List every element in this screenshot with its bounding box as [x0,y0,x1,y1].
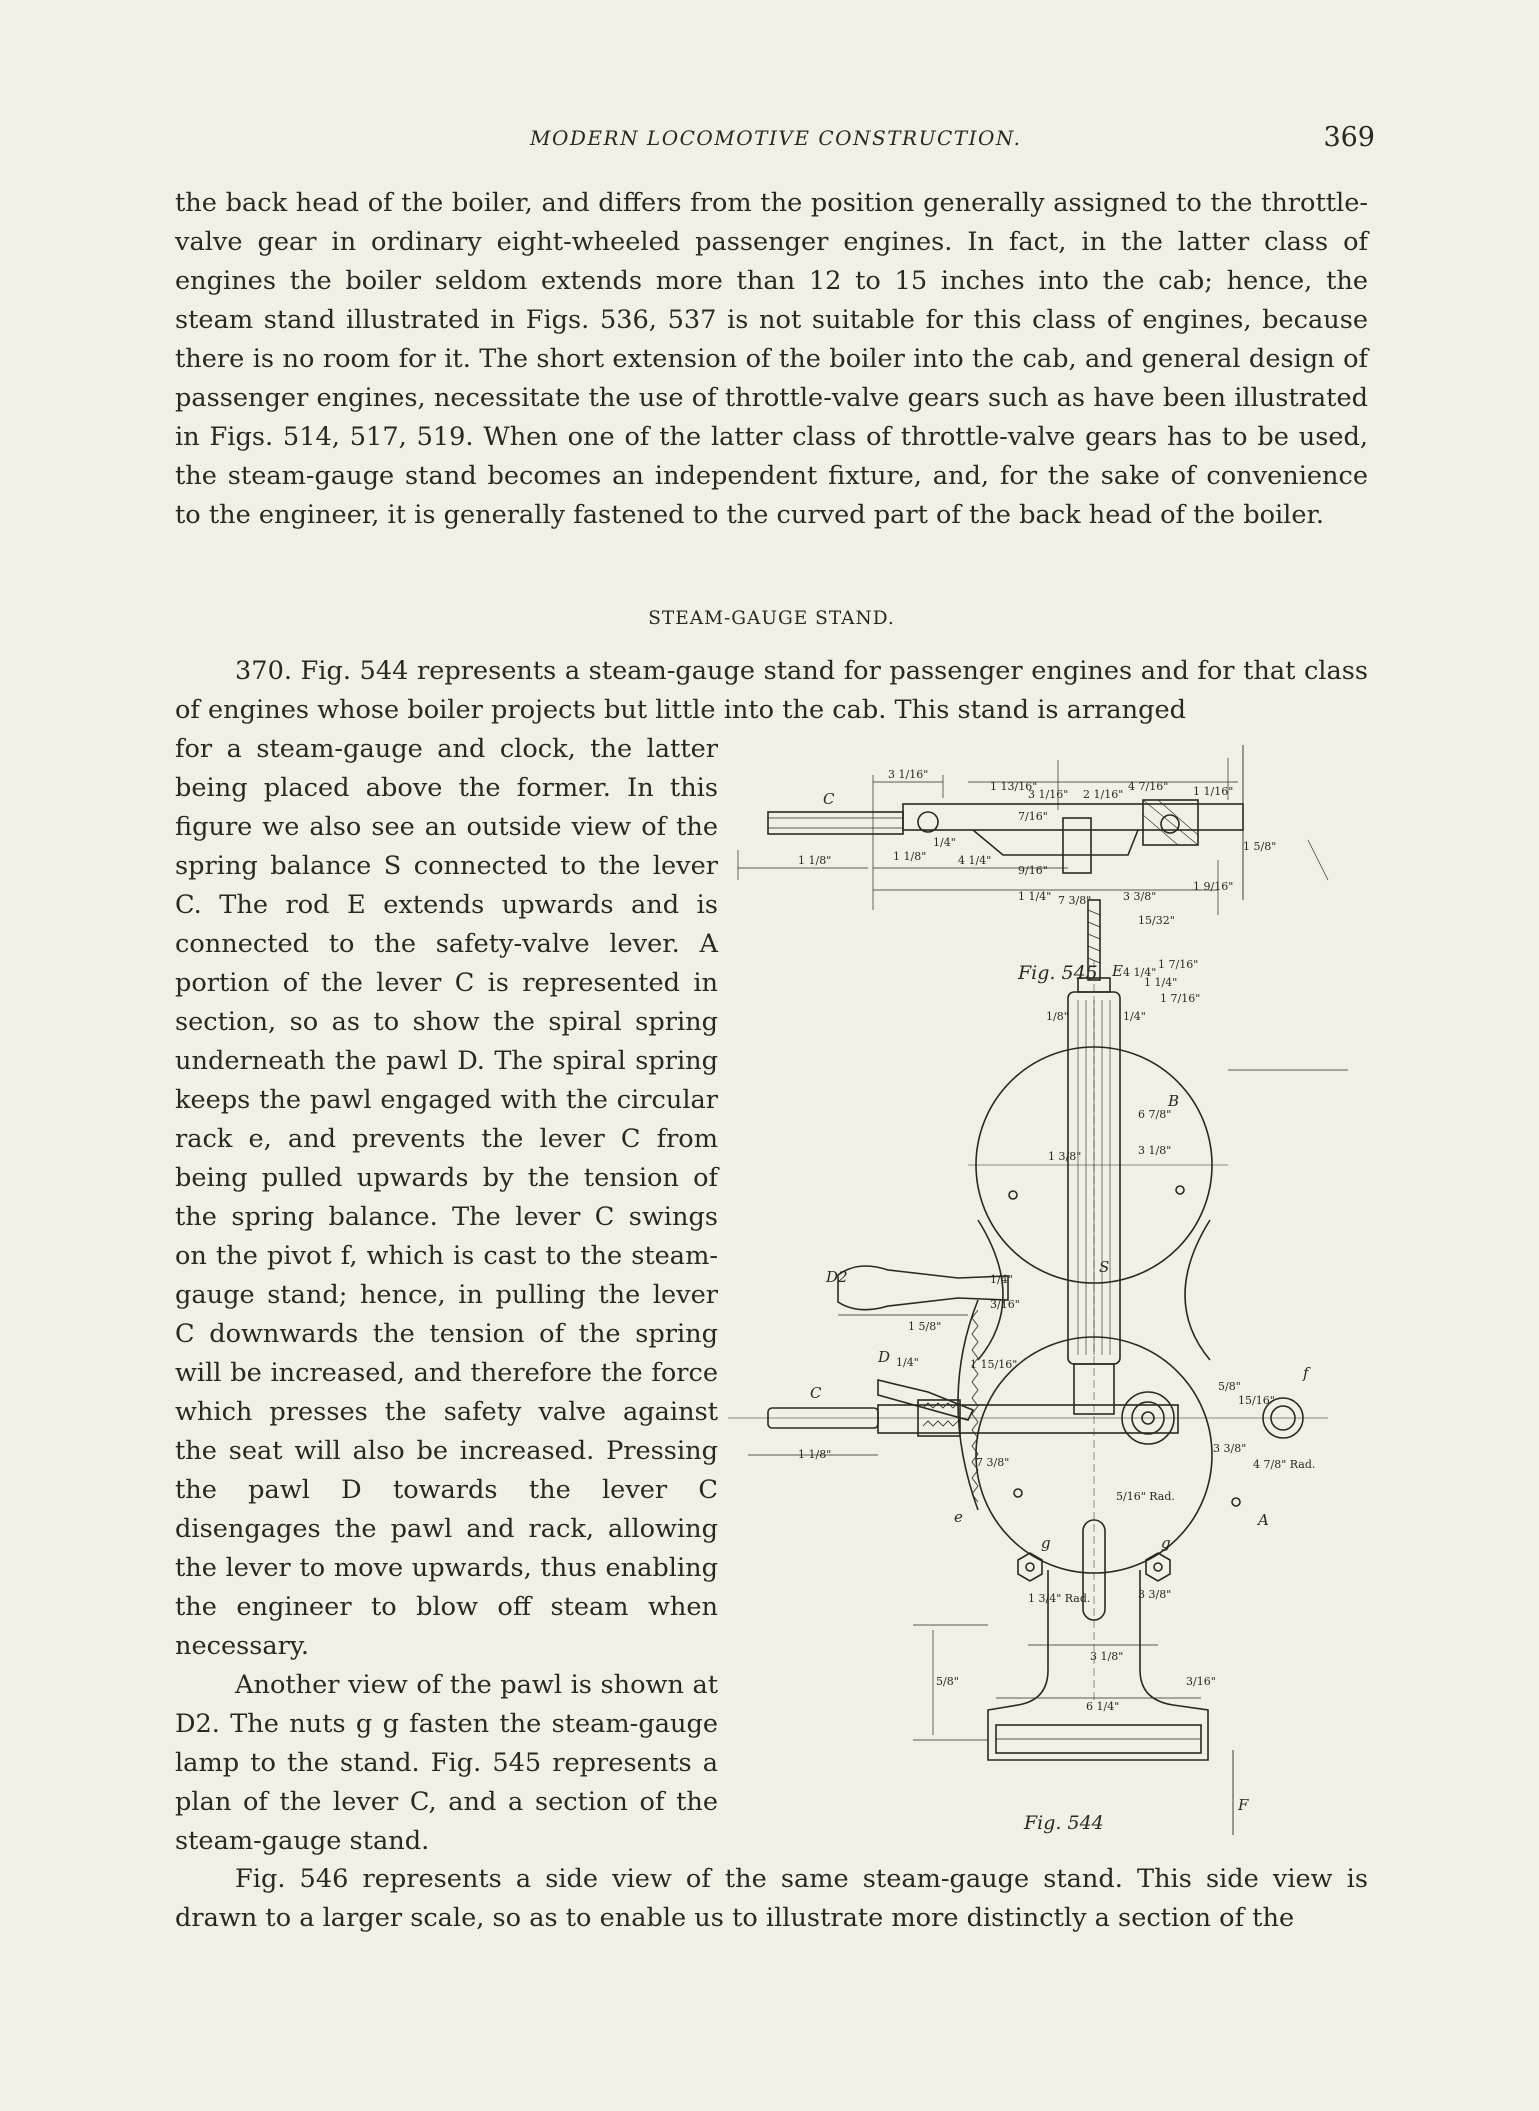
dim-label: 6 7/8" [1138,1108,1172,1121]
dim-label: 7 3/8" [976,1456,1010,1469]
dim-label: 1 5/8" [1243,840,1277,853]
dim-label: 4 7/8" Rad. [1253,1458,1316,1471]
letter-D: D [878,1348,891,1366]
rod-plan [1063,818,1091,873]
dim-label: 5/16" Rad. [1116,1490,1175,1503]
dim-label: 1 1/16" [1193,785,1234,798]
letter-B: B [1168,1092,1180,1110]
stand-waist-left [978,1220,1003,1360]
drawing-svg [728,740,1368,1850]
dim-label: 1 3/8" [1048,1150,1082,1163]
dim-label: 3 3/8" [1138,1588,1172,1601]
steam-gauge-stand-drawing [728,740,1368,1850]
dim-label: 3/16" [990,1298,1020,1311]
column-paragraph-1: for a steam-gauge and clock, the latter being placed above the former. In this figure we also see an outside view of the spring balance S connected to the lever C. The rod E extends upwards and is connected to the safety-valve lever. A portion of the lever C is represented in section, so as to show the spiral spring underneath the pawl D. The spiral spring keeps the pawl engaged with the circular rack e, and prevents the lever C from being pulled upwards by the tension of the spring balance. The lever C swings on the pivot f, which is cast to the steam-gauge stand; hence, in pulling the lever C downwards the tension of the spring will be increased, and therefore the force which presses the safety valve against the seat will also be increased. Pressing the pawl D towards the lever C disengages the pawl and rack, allowing the lever to move upwards, thus enabling the engineer to blow off steam when necessary. [175,734,718,1661]
dim-label: 5/8" [936,1675,959,1688]
running-title: MODERN LOCOMOTIVE CONSTRUCTION. [530,126,1022,150]
dim-label: 7 3/8" [1058,894,1092,907]
dim-label: 1 15/16" [970,1358,1018,1371]
stand-pedestal [988,1570,1208,1760]
dim-label: 2 1/16" [1083,788,1124,801]
dim-label: 1 7/16" [1160,992,1201,1005]
letter-A: A [1258,1511,1269,1529]
page-number: 369 [1323,122,1375,153]
letter-g-left: g [1041,1534,1051,1552]
dim-label: 1/4" [896,1356,919,1369]
lever-handle-plan [768,812,903,834]
lever-body-plan [903,804,1243,830]
letter-f: f [1303,1364,1309,1382]
dim-label: 1 3/4" Rad. [1028,1592,1091,1605]
dim-label: 1 1/4" [1018,890,1052,903]
dim-label: 3 1/8" [1090,1650,1124,1663]
nut-g-right [1146,1553,1170,1581]
dim-label: 1/8" [1046,1010,1069,1023]
dim-label: 4 7/16" [1128,780,1169,793]
figure-545-caption: Fig. 545 [1018,962,1098,984]
lever-offset-plan [973,830,1138,855]
paragraph-1: the back head of the boiler, and differs from the position generally assigned to the throttle-valve gear in ordinary eight-wheeled passenger engines. In fact, in the latter class of engines the boiler seldom extends more than 12 to 15 inches into the cab; hence, the steam stand illustrated in Figs. 536, 537 is not suitable for this class of engines, because there is no room for it. The short extension of the boiler into the cab, and general design of passenger engines, necessitate the use of throttle-valve gears such as have been illustrated in Figs. 514, 517, 519. When one of the latter class of throttle-valve gears has to be used, the steam-gauge stand becomes an independent fixture, and, for the sake of convenience to the engineer, it is generally fastened to the curved part of the back head of the boiler. [175,188,1368,530]
dim-label: 4 1/4" [958,854,992,867]
letter-e: e [954,1508,963,1526]
fig-545-plan [738,758,1276,927]
letter-E: E [1112,962,1123,980]
paragraph-4: Fig. 546 represents a side view of the same steam-gauge stand. This side view is drawn to a larger scale, so as to enable us to illustrate more distinctly a section of the [175,1864,1368,1933]
stand-slot [1083,1520,1105,1620]
dim-label: 3 3/8" [1123,890,1157,903]
dim-label: 15/32" [1138,914,1175,927]
lever-C [878,1405,1178,1433]
dim-label: 9/16" [1018,864,1048,877]
figure-544-caption: Fig. 544 [1024,1812,1104,1834]
dim-label: 1 1/4" [1144,976,1178,989]
dim-label: 3 1/16" [888,768,929,781]
dim-label: 1/4" [1123,1010,1146,1023]
dim-label: 4 1/4" [1123,966,1157,979]
letter-S: S [1099,1258,1110,1276]
dim-label: 1/4" [990,1273,1013,1286]
dim-label: 1 1/8" [893,850,927,863]
letter-C: C [810,1384,822,1402]
dim-label: 7/16" [1018,810,1048,823]
running-head [175,122,1375,162]
letter-g-right: g [1161,1534,1171,1552]
dim-label: 5/8" [1218,1380,1241,1393]
dim-label: 6 1/4" [1086,1700,1120,1713]
paragraph-2: 370. Fig. 544 represents a steam-gauge stand for passenger engines and for that class of engines whose boiler projects but little into the cab. This stand is arranged [175,656,1368,725]
pawl-D2-view [838,1266,1008,1310]
dim-label: 1 5/8" [908,1320,942,1333]
dim-label: 1 9/16" [1193,880,1234,893]
dim-label: 3 1/8" [1138,1144,1172,1157]
letter-F: F [1238,1796,1249,1814]
dim-label: 1 13/16" [990,780,1038,793]
dim-label: 3 1/16" [1028,788,1069,801]
letter-D2: D2 [826,1268,848,1286]
dim-label: 3/16" [1186,1675,1216,1688]
dim-label: 1 1/8" [798,1448,832,1461]
dim-label: 1 1/8" [798,854,832,867]
dim-label: 1 7/16" [1158,958,1199,971]
dim-label: 3 3/8" [1213,1442,1247,1455]
fig-544-elevation [728,745,1348,1835]
stand-waist-right [1185,1220,1210,1360]
dim-label: 1/4" [933,836,956,849]
nut-g-left [1018,1553,1042,1581]
column-paragraph-2: Another view of the pawl is shown at D2. The nuts g g fasten the steam-gauge lamp to the stand. Fig. 545 represents a plan of the lever C, and a section of the steam-gauge stand. [175,1670,718,1856]
section-heading: STEAM-GAUGE STAND. [648,608,895,629]
letter-C-plan: C [823,790,835,808]
dim-label: 15/16" [1238,1394,1275,1407]
